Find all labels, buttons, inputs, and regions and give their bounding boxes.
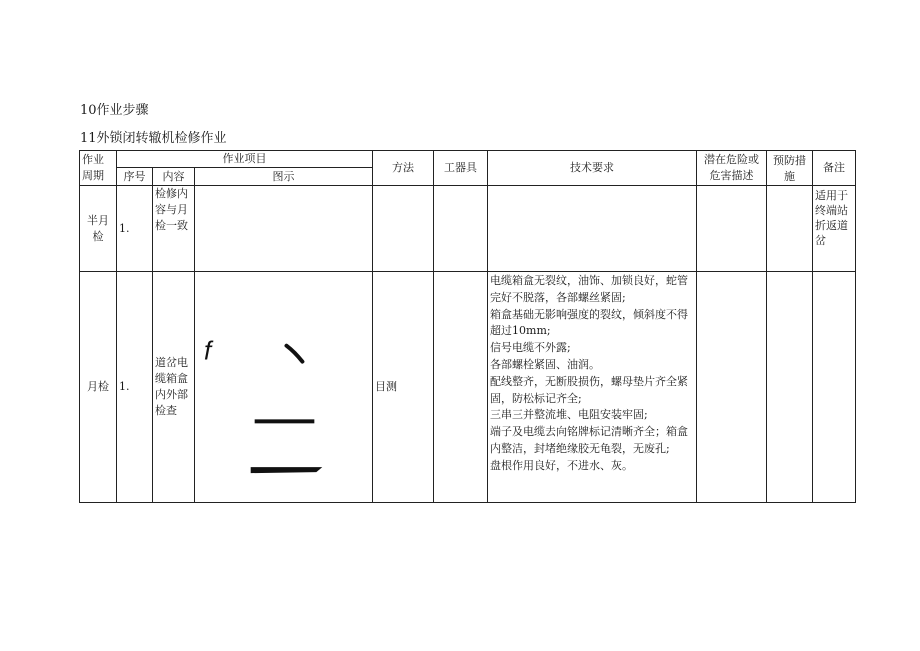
row-content: 道岔电缆箱盒内外部检查: [153, 272, 195, 503]
tech-req-line: 盘根作用良好，不进水、灰。: [490, 458, 634, 472]
figure-stroke-dot: [286, 346, 302, 362]
figure-glyph: f: [203, 337, 212, 366]
row-figure: [195, 186, 373, 272]
tech-req-line: 信号电缆不外露;: [490, 341, 571, 355]
table-row: [80, 186, 856, 272]
row-figure: [195, 272, 373, 503]
header-hazard: 潜在危险或危害描述: [697, 151, 767, 186]
section-heading: 11外锁闭转辙机检修作业: [80, 131, 227, 146]
row-content: 检修内容与月检一致: [153, 186, 195, 272]
figure-stroke-lower: [251, 467, 323, 473]
table-row: [80, 272, 856, 503]
row-method: 目测: [373, 272, 434, 503]
step-heading: 10作业步骤: [80, 103, 149, 118]
row-remarks: [813, 272, 856, 503]
row-seq: 1.: [117, 272, 153, 503]
row-hazard: [697, 272, 767, 503]
row-tools: [434, 272, 488, 503]
tech-req-line: 箱盒基础无影响强度的裂纹，倾斜度不得超过10mm;: [490, 307, 689, 338]
header-content: 内容: [153, 168, 195, 186]
row-hazard: [697, 186, 767, 272]
row-seq: 1.: [117, 186, 153, 272]
header-work-item: 作业项目: [117, 151, 373, 168]
row-cycle: 半月检: [80, 186, 117, 272]
header-method: 方法: [373, 151, 434, 186]
row-tech-req: [488, 272, 697, 503]
tech-req-line: 配线整齐，无断股损伤，螺母垫片齐全紧固，防松标记齐全;: [490, 374, 689, 405]
header-cycle: 作业周期: [80, 151, 117, 186]
tech-req-line: 三串三并整流堆、电阻安装牢固;: [490, 408, 648, 422]
figure-stroke-upper: [255, 419, 315, 423]
row-tools: [434, 186, 488, 272]
row-prevention: [767, 186, 813, 272]
inspection-figure: [195, 272, 372, 502]
tech-req-line: 电缆箱盒无裂纹，油饰、加锁良好，蛇管完好不脱落，各部螺丝紧固;: [490, 274, 689, 304]
header-figure: 图示: [195, 168, 373, 186]
row-method: [373, 186, 434, 272]
header-tech-req: 技术要求: [488, 151, 697, 186]
work-table: [79, 150, 856, 503]
row-cycle: 月检: [80, 272, 117, 503]
header-prevention: 预防措施: [767, 151, 813, 186]
tech-req-line: 端子及电缆去向铭牌标记清晰齐全；箱盒内整洁，封堵绝缘胶无龟裂，无废孔;: [490, 425, 689, 455]
row-tech-req: [488, 186, 697, 272]
row-remarks: 适用于终端站折返道岔: [813, 186, 856, 272]
header-tools: 工器具: [434, 151, 488, 186]
tech-req-line: 各部螺栓紧固、油润。: [490, 357, 601, 371]
header-remarks: 备注: [813, 151, 856, 186]
row-prevention: [767, 272, 813, 503]
header-seq: 序号: [117, 168, 153, 186]
